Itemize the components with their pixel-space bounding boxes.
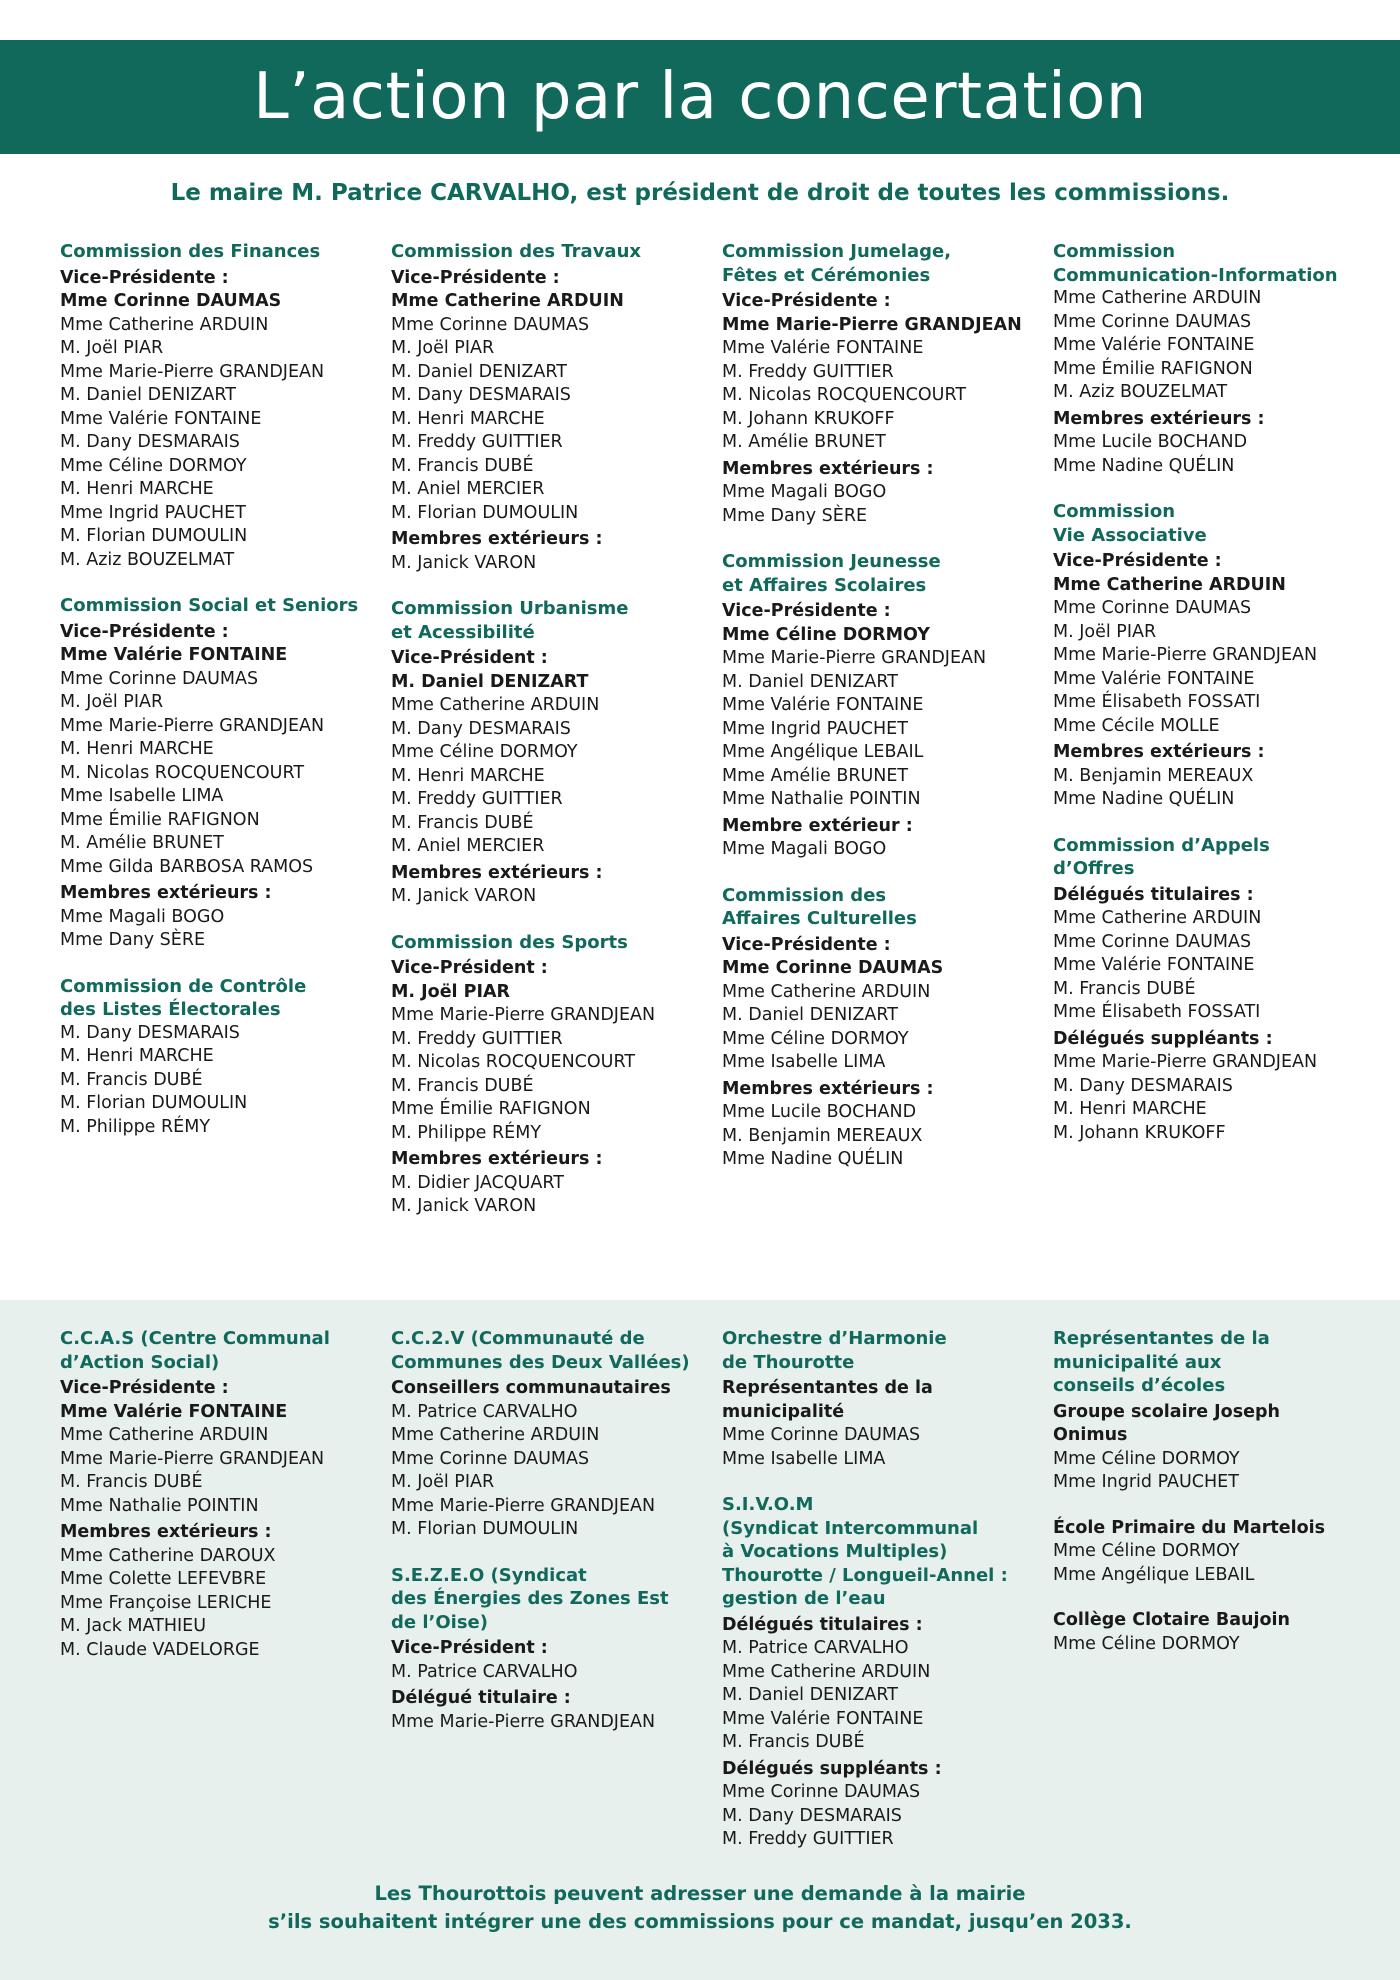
member-name: Mme Angélique LEBAIL xyxy=(722,742,924,762)
member-name: M. Patrice CARVALHO xyxy=(391,1661,578,1682)
member-name: Mme Magali BOGO xyxy=(60,906,225,927)
role-label: Vice-Présidente : xyxy=(60,267,229,288)
section-title: conseils d’écoles xyxy=(1053,1375,1226,1396)
commission-section xyxy=(60,594,391,953)
member-name: M. Philippe RÉMY xyxy=(60,1116,211,1137)
member-name: M. Joël PIAR xyxy=(391,1472,495,1492)
member-name: Mme Marie-Pierre GRANDJEAN xyxy=(60,1448,325,1469)
member-name: Mme Catherine ARDUIN xyxy=(1053,288,1262,308)
role-label: Collège Clotaire Baujoin xyxy=(1053,1610,1290,1630)
section-title: des Listes Électorales xyxy=(60,999,281,1020)
role-holder: Mme Valérie FONTAINE xyxy=(60,1401,288,1422)
role-label: Membres extérieurs : xyxy=(60,1522,272,1542)
member-name: M. Janick VARON xyxy=(391,886,537,906)
member-name: Mme Marie-Pierre GRANDJEAN xyxy=(1053,645,1318,665)
member-name: M. Patrice CARVALHO xyxy=(391,1401,578,1422)
commission-section xyxy=(1053,1517,1360,1588)
commission-section xyxy=(60,1327,391,1662)
member-name: M. Florian DUMOULIN xyxy=(391,502,579,523)
member-name: Mme Marie-Pierre GRANDJEAN xyxy=(1053,1052,1318,1072)
section-title: d’Offres xyxy=(1053,858,1135,879)
section-title: Commission des Travaux xyxy=(391,241,642,262)
member-name: M. Didier JACQUART xyxy=(391,1172,564,1193)
member-name: M. Freddy GUITTIER xyxy=(391,1028,563,1049)
member-name: Mme Émilie RAFIGNON xyxy=(1053,358,1253,379)
role-label: Délégués suppléants : xyxy=(1053,1028,1273,1049)
member-name: Mme Cécile MOLLE xyxy=(1053,715,1220,736)
member-name: Mme Nadine QUÉLIN xyxy=(722,1149,904,1169)
role-label: Membres extérieurs : xyxy=(391,1149,603,1169)
member-name: Mme Émilie RAFIGNON xyxy=(60,809,260,830)
section-title: S.I.V.O.M xyxy=(722,1494,814,1515)
role-holder: Mme Valérie FONTAINE xyxy=(60,645,288,665)
member-name: M. Nicolas ROCQUENCOURT xyxy=(722,385,967,405)
footer-line: Les Thourottois peuvent adresser une demande à la mairie xyxy=(374,1882,1026,1905)
member-name: M. Francis DUBÉ xyxy=(722,1732,865,1752)
member-name: Mme Céline DORMOY xyxy=(1053,1633,1240,1654)
member-name: M. Philippe RÉMY xyxy=(391,1122,542,1143)
section-title: de l’Oise) xyxy=(391,1611,488,1633)
member-name: M. Francis DUBÉ xyxy=(391,455,534,476)
role-label: Membre extérieur : xyxy=(722,815,913,836)
member-name: M. Daniel DENIZART xyxy=(722,1685,898,1705)
member-name: M. Francis DUBÉ xyxy=(1053,978,1196,999)
member-name: M. Johann KRUKOFF xyxy=(1053,1122,1226,1143)
member-name: M. Amélie BRUNET xyxy=(722,432,886,452)
member-name: M. Dany DESMARAIS xyxy=(60,432,240,452)
organismes-grid xyxy=(60,1327,1360,1874)
member-name: Mme Marie-Pierre GRANDJEAN xyxy=(60,361,325,382)
member-name: M. Aziz BOUZELMAT xyxy=(1053,382,1228,402)
commission-section xyxy=(60,975,391,1140)
member-name: Mme Valérie FONTAINE xyxy=(1053,335,1255,355)
role-label: Membres extérieurs : xyxy=(60,883,272,903)
member-name: M. Henri MARCHE xyxy=(60,479,214,499)
title-banner xyxy=(0,40,1400,154)
role-label: Membres extérieurs : xyxy=(391,529,603,549)
commission-section xyxy=(722,240,1053,528)
member-name: M. Daniel DENIZART xyxy=(391,361,567,382)
section-title: gestion de l’eau xyxy=(722,1588,886,1609)
member-name: Mme Céline DORMOY xyxy=(1053,1541,1240,1561)
column xyxy=(391,1327,722,1874)
role-holder: M. Daniel DENIZART xyxy=(391,671,589,692)
member-name: Mme Isabelle LIMA xyxy=(722,1052,886,1072)
member-name: Mme Céline DORMOY xyxy=(60,455,247,476)
role-label: Membres extérieurs : xyxy=(1053,742,1265,762)
member-name: M. Jack MATHIEU xyxy=(60,1616,207,1636)
section-title: Commission des Sports xyxy=(391,931,628,953)
role-label: Délégués titulaires : xyxy=(1053,884,1254,905)
role-label: Conseillers communautaires xyxy=(391,1378,671,1398)
commission-section xyxy=(391,1327,722,1542)
section-title: C.C.2.V (Communauté de xyxy=(391,1328,645,1349)
section-title: Commission de Contrôle xyxy=(60,975,307,997)
member-name: Mme Marie-Pierre GRANDJEAN xyxy=(391,1711,656,1732)
role-holder: M. Joël PIAR xyxy=(391,981,511,1002)
member-name: Mme Valérie FONTAINE xyxy=(1053,955,1255,975)
role-label: Membres extérieurs : xyxy=(722,1078,934,1099)
member-name: M. Janick VARON xyxy=(391,552,537,573)
member-name: Mme Nathalie POINTIN xyxy=(722,789,921,809)
role-label: Groupe scolaire Joseph Onimus xyxy=(1053,1401,1280,1445)
member-name: Mme Dany SÈRE xyxy=(722,505,868,526)
role-label: Vice-Présidente : xyxy=(722,601,891,621)
member-name: Mme Magali BOGO xyxy=(722,839,887,859)
role-holder: Mme Marie-Pierre GRANDJEAN xyxy=(722,314,1022,335)
member-name: M. Freddy GUITTIER xyxy=(722,1829,894,1849)
role-label: Vice-Présidente : xyxy=(722,291,891,311)
commission-section xyxy=(60,240,391,572)
member-name: Mme Marie-Pierre GRANDJEAN xyxy=(60,715,325,736)
role-holder: Mme Corinne DAUMAS xyxy=(60,291,282,311)
member-name: Mme Catherine DAROUX xyxy=(60,1545,276,1566)
member-name: M. Dany DESMARAIS xyxy=(60,1022,240,1043)
member-name: Mme Marie-Pierre GRANDJEAN xyxy=(391,1005,656,1025)
member-name: Mme Nathalie POINTIN xyxy=(60,1495,259,1516)
member-name: Mme Valérie FONTAINE xyxy=(60,408,262,429)
role-label: Vice-Présidente : xyxy=(1053,551,1222,571)
member-name: Mme Françoise LERICHE xyxy=(60,1592,272,1613)
commission-section xyxy=(722,550,1053,862)
member-name: M. Nicolas ROCQUENCOURT xyxy=(391,1052,636,1072)
section-title: et Affaires Scolaires xyxy=(722,574,927,596)
member-name: Mme Valérie FONTAINE xyxy=(722,1708,924,1729)
member-name: M. Aniel MERCIER xyxy=(391,836,545,856)
member-name: M. Henri MARCHE xyxy=(60,1046,214,1066)
commission-section xyxy=(1053,834,1360,1146)
member-name: Mme Valérie FONTAINE xyxy=(1053,668,1255,689)
member-name: M. Freddy GUITTIER xyxy=(391,432,563,452)
section-title: Représentantes de la xyxy=(1053,1328,1270,1349)
member-name: M. Joël PIAR xyxy=(60,692,164,712)
column xyxy=(722,240,1053,1241)
member-name: Mme Catherine ARDUIN xyxy=(60,314,269,335)
role-label: Membres extérieurs : xyxy=(391,862,603,883)
member-name: M. Janick VARON xyxy=(391,1196,537,1216)
member-name: M. Henri MARCHE xyxy=(60,739,214,759)
member-name: M. Claude VADELORGE xyxy=(60,1639,260,1660)
member-name: Mme Corinne DAUMAS xyxy=(1053,931,1252,952)
footer-line: s’ils souhaitent intégrer une des commissions pour ce mandat, jusqu’en 2033. xyxy=(268,1910,1132,1933)
role-holder: Mme Corinne DAUMAS xyxy=(722,958,944,978)
section-title: Communication-Information xyxy=(1053,264,1338,286)
footer-note xyxy=(0,1880,1400,1936)
commission-section xyxy=(391,1564,722,1735)
member-name: Mme Catherine ARDUIN xyxy=(722,1661,931,1682)
role-label: Vice-Présidente : xyxy=(722,934,891,955)
member-name: Mme Lucile BOCHAND xyxy=(722,1102,917,1122)
column xyxy=(1053,1327,1360,1874)
member-name: Mme Dany SÈRE xyxy=(60,930,206,950)
column xyxy=(722,1327,1053,1874)
section-title: Commission des Finances xyxy=(60,241,321,262)
section-title: Commission d’Appels xyxy=(1053,834,1270,856)
commission-section xyxy=(1053,500,1360,812)
member-name: M. Daniel DENIZART xyxy=(722,671,898,692)
member-name: Mme Angélique LEBAIL xyxy=(1053,1564,1255,1585)
section-title: à Vocations Multiples) xyxy=(722,1541,948,1562)
member-name: Mme Céline DORMOY xyxy=(722,1028,909,1049)
member-name: M. Henri MARCHE xyxy=(1053,1099,1207,1119)
member-name: Mme Céline DORMOY xyxy=(1053,1448,1240,1469)
member-name: M. Dany DESMARAIS xyxy=(391,385,571,405)
role-label: École Primaire du Martelois xyxy=(1053,1517,1326,1538)
member-name: M. Dany DESMARAIS xyxy=(391,718,571,739)
member-name: M. Aniel MERCIER xyxy=(391,479,545,499)
member-name: Mme Isabelle LIMA xyxy=(722,1448,886,1469)
member-name: Mme Corinne DAUMAS xyxy=(722,1782,921,1802)
member-name: Mme Corinne DAUMAS xyxy=(1053,598,1252,618)
commission-section xyxy=(391,240,722,575)
member-name: M. Freddy GUITTIER xyxy=(391,789,563,809)
member-name: Mme Corinne DAUMAS xyxy=(391,314,590,335)
member-name: M. Francis DUBÉ xyxy=(60,1069,203,1090)
member-name: Mme Catherine ARDUIN xyxy=(391,695,600,715)
member-name: M. Francis DUBÉ xyxy=(391,812,534,833)
role-label: Membres extérieurs : xyxy=(1053,408,1265,429)
section-title: Commission Jumelage, xyxy=(722,241,952,262)
member-name: Mme Marie-Pierre GRANDJEAN xyxy=(391,1495,656,1516)
section-title: Commission Urbanisme xyxy=(391,598,629,619)
member-name: Mme Valérie FONTAINE xyxy=(722,695,924,715)
member-name: Mme Colette LEFEVBRE xyxy=(60,1569,267,1589)
member-name: Mme Ingrid PAUCHET xyxy=(1053,1472,1239,1492)
commission-section xyxy=(1053,240,1360,478)
member-name: Mme Catherine ARDUIN xyxy=(391,1425,600,1445)
role-label: Membres extérieurs : xyxy=(722,458,934,479)
member-name: Mme Catherine ARDUIN xyxy=(60,1425,269,1445)
member-name: Mme Marie-Pierre GRANDJEAN xyxy=(722,648,987,668)
member-name: M. Amélie BRUNET xyxy=(60,833,224,853)
member-name: Mme Isabelle LIMA xyxy=(60,786,224,806)
commission-section xyxy=(722,1493,1053,1852)
member-name: M. Joël PIAR xyxy=(391,338,495,358)
column xyxy=(60,1327,391,1874)
role-label: Vice-Président : xyxy=(391,958,548,978)
member-name: Mme Céline DORMOY xyxy=(391,742,578,762)
page-title: L’action par la concertation xyxy=(253,60,1147,134)
member-name: M. Freddy GUITTIER xyxy=(722,361,894,382)
member-name: M. Daniel DENIZART xyxy=(60,385,236,405)
member-name: Mme Émilie RAFIGNON xyxy=(391,1099,591,1119)
section-title: Commission Jeunesse xyxy=(722,551,941,572)
member-name: M. Francis DUBÉ xyxy=(391,1075,534,1096)
section-title: Affaires Culturelles xyxy=(722,908,917,929)
commissions-grid xyxy=(60,240,1360,1241)
member-name: Mme Élisabeth FOSSATI xyxy=(1053,1002,1261,1022)
role-label: Vice-Président : xyxy=(391,1638,548,1658)
member-name: Mme Corinne DAUMAS xyxy=(60,668,259,689)
section-title: municipalité aux xyxy=(1053,1351,1222,1373)
member-name: M. Joël PIAR xyxy=(1053,621,1157,642)
member-name: Mme Ingrid PAUCHET xyxy=(60,502,246,523)
role-label: Vice-Présidente : xyxy=(391,267,560,288)
member-name: Mme Magali BOGO xyxy=(722,482,887,502)
column xyxy=(391,240,722,1241)
member-name: M. Florian DUMOULIN xyxy=(391,1519,579,1539)
commission-section xyxy=(391,597,722,909)
column xyxy=(60,240,391,1241)
member-name: M. Florian DUMOULIN xyxy=(60,526,248,546)
member-name: M. Henri MARCHE xyxy=(391,765,545,786)
role-holder: Mme Catherine ARDUIN xyxy=(391,291,624,311)
member-name: Mme Amélie BRUNET xyxy=(722,765,909,786)
member-name: M. Henri MARCHE xyxy=(391,408,545,429)
member-name: Mme Élisabeth FOSSATI xyxy=(1053,692,1261,712)
commission-section xyxy=(1053,1609,1360,1656)
member-name: M. Florian DUMOULIN xyxy=(60,1093,248,1113)
member-name: Mme Catherine ARDUIN xyxy=(722,981,931,1002)
member-name: M. Dany DESMARAIS xyxy=(722,1805,902,1826)
section-title: Vie Associative xyxy=(1053,524,1207,546)
role-label: Représentantes de la municipalité xyxy=(722,1378,933,1422)
member-name: Mme Corinne DAUMAS xyxy=(1053,311,1252,332)
role-label: Délégués titulaires : xyxy=(722,1614,923,1635)
section-title: Commission xyxy=(1053,501,1176,522)
section-title: (Syndicat Intercommunal xyxy=(722,1517,979,1539)
section-title: Commission des xyxy=(722,884,887,906)
member-name: Mme Corinne DAUMAS xyxy=(391,1448,590,1469)
member-name: Mme Gilda BARBOSA RAMOS xyxy=(60,856,314,877)
section-title: Thourotte / Longueil-Annel : xyxy=(722,1564,1008,1586)
commission-section xyxy=(391,931,722,1219)
member-name: Mme Corinne DAUMAS xyxy=(722,1425,921,1445)
member-name: M. Daniel DENIZART xyxy=(722,1005,898,1025)
member-name: M. Benjamin MEREAUX xyxy=(722,1125,923,1146)
section-title: C.C.A.S (Centre Communal xyxy=(60,1328,330,1349)
column xyxy=(1053,240,1360,1241)
member-name: Mme Catherine ARDUIN xyxy=(1053,908,1262,928)
section-title: Communes des Deux Vallées) xyxy=(391,1351,690,1373)
section-title: et Acessibilité xyxy=(391,621,535,643)
section-title: Fêtes et Cérémonies xyxy=(722,264,931,286)
member-name: Mme Lucile BOCHAND xyxy=(1053,432,1248,452)
role-holder: Mme Céline DORMOY xyxy=(722,624,930,645)
member-name: M. Benjamin MEREAUX xyxy=(1053,765,1254,786)
role-holder: Mme Catherine ARDUIN xyxy=(1053,574,1286,595)
member-name: M. Patrice CARVALHO xyxy=(722,1638,909,1658)
commission-section xyxy=(722,884,1053,1172)
member-name: M. Joël PIAR xyxy=(60,338,164,358)
section-title: S.E.Z.E.O (Syndicat xyxy=(391,1564,587,1586)
role-label: Vice-Présidente : xyxy=(60,621,229,642)
member-name: Mme Nadine QUÉLIN xyxy=(1053,455,1235,476)
member-name: M. Aziz BOUZELMAT xyxy=(60,549,235,570)
role-label: Vice-Président : xyxy=(391,648,548,668)
member-name: Mme Ingrid PAUCHET xyxy=(722,718,908,739)
role-label: Délégués suppléants : xyxy=(722,1758,942,1779)
role-label: Délégué titulaire : xyxy=(391,1688,571,1708)
commission-section xyxy=(1053,1327,1360,1495)
member-name: M. Dany DESMARAIS xyxy=(1053,1075,1233,1096)
member-name: M. Johann KRUKOFF xyxy=(722,408,895,429)
subtitle: Le maire M. Patrice CARVALHO, est président de droit de toutes les commissions. xyxy=(170,180,1230,206)
section-title: Orchestre d’Harmonie xyxy=(722,1328,947,1349)
role-label: Vice-Présidente : xyxy=(60,1378,229,1398)
section-title: des Énergies des Zones Est xyxy=(391,1588,669,1609)
section-title: d’Action Social) xyxy=(60,1351,220,1373)
member-name: Mme Nadine QUÉLIN xyxy=(1053,789,1235,809)
member-name: M. Nicolas ROCQUENCOURT xyxy=(60,762,305,783)
section-title: Commission Social et Seniors xyxy=(60,595,359,616)
section-title: de Thourotte xyxy=(722,1351,855,1373)
member-name: M. Francis DUBÉ xyxy=(60,1472,203,1492)
section-title: Commission xyxy=(1053,241,1176,262)
commission-section xyxy=(722,1327,1053,1471)
member-name: Mme Valérie FONTAINE xyxy=(722,338,924,358)
